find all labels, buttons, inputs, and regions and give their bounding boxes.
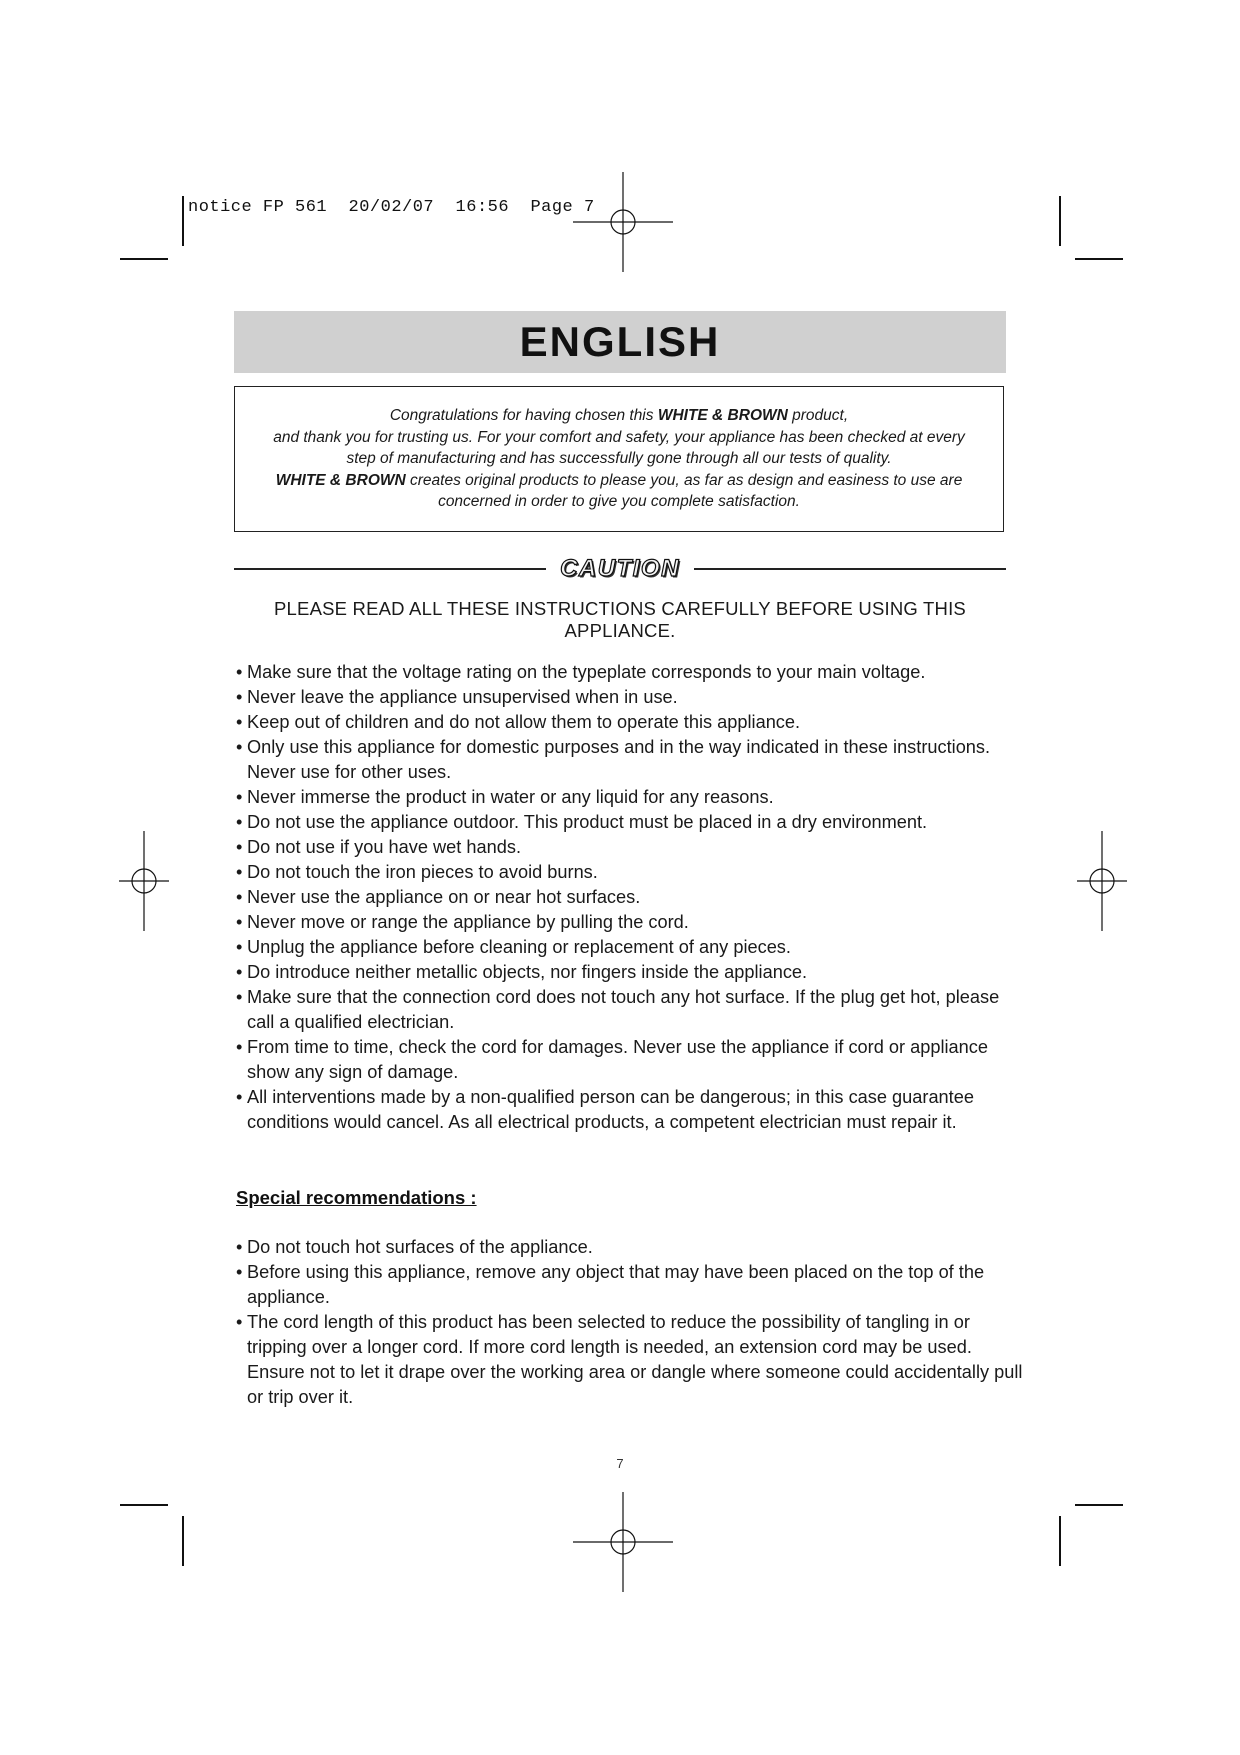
registration-mark-bottom [573,1492,673,1592]
read-instructions-notice: PLEASE READ ALL THESE INSTRUCTIONS CAREFULLY BEFORE USING THIS APPLIANCE. [274,598,966,641]
crop-mark [1075,258,1123,260]
list-item: • Keep out of children and do not allow them to operate this appliance. [236,710,1026,735]
list-item: • Do not touch the iron pieces to avoid burns. [236,860,1026,885]
crop-mark [1075,1504,1123,1506]
list-item: • Do not use if you have wet hands. [236,835,1026,860]
intro-text: creates original products to please you, as far as design and easiness to use are [405,471,963,489]
intro-box [234,386,1004,532]
intro-line [390,405,848,427]
list-item: • From time to time, check the cord for damages. Never use the appliance if cord or appliance show any sign of damage. [236,1035,1026,1085]
list-item: • Only use this appliance for domestic purposes and in the way indicated in these instructions. Never use for other uses. [236,735,1026,785]
intro-line: step of manufacturing and has successfully gone through all our tests of quality. [346,450,892,468]
registration-mark-left [94,831,194,931]
brand-name: WHITE & BROWN [657,407,788,425]
intro-text: Congratulations for having chosen this [389,407,658,425]
list-item: • Do not use the appliance outdoor. This product must be placed in a dry environment. [236,810,1026,835]
caution-title: CAUTION [560,555,680,582]
crop-mark [182,196,184,246]
crop-mark [182,1516,184,1566]
registration-mark-top [573,172,673,272]
crop-mark [1059,196,1061,246]
list-item: • Never leave the appliance unsupervised when in use. [236,685,1026,710]
list-item: • All interventions made by a non-qualified person can be dangerous; in this case guarantee conditions would cancel. As all electrical products, a competent electrician must repair it. [236,1085,1026,1135]
print-header-slug: notice FP 561 20/02/07 16:56 Page 7 [188,198,595,217]
caution-heading [234,552,1006,586]
brand-name: WHITE & BROWN [275,471,406,489]
list-item: • The cord length of this product has been selected to reduce the possibility of tangling in or tripping over a longer cord. If more cord length is needed, an extension cord may be used. Ensure not to let it drape over the working area or dangle where someone could accidentally pull or trip over it. [236,1310,1026,1410]
list-item: • Do not touch hot surfaces of the appliance. [236,1235,1026,1260]
list-item: • Unplug the appliance before cleaning or replacement of any pieces. [236,935,1026,960]
intro-line: concerned in order to give you complete satisfaction. [438,493,800,511]
page-number: 7 [616,1456,624,1471]
special-recommendations-heading: Special recommendations : [236,1187,477,1208]
list-item: • Never move or range the appliance by pulling the cord. [236,910,1026,935]
list-item: • Make sure that the voltage rating on the typeplate corresponds to your main voltage. [236,660,1026,685]
list-item: • Never use the appliance on or near hot surfaces. [236,885,1026,910]
divider-rule [694,568,1006,570]
list-item: • Never immerse the product in water or any liquid for any reasons. [236,785,1026,810]
intro-line: and thank you for trusting us. For your comfort and safety, your appliance has been checked at every [273,428,965,446]
crop-mark [1059,1516,1061,1566]
intro-line [276,470,963,492]
registration-mark-right [1052,831,1152,931]
list-item: • Do introduce neither metallic objects, nor fingers inside the appliance. [236,960,1026,985]
list-item: • Make sure that the connection cord does not touch any hot surface. If the plug get hot, please call a qualified electrician. [236,985,1026,1035]
safety-instructions-list [236,660,1026,1135]
crop-mark [120,1504,168,1506]
language-title: ENGLISH [519,318,721,365]
special-recommendations-list [236,1235,1026,1410]
crop-mark [120,258,168,260]
intro-text: product, [787,407,849,425]
divider-rule [234,568,546,570]
language-banner [234,311,1006,373]
list-item: • Before using this appliance, remove any object that may have been placed on the top of the appliance. [236,1260,1026,1310]
